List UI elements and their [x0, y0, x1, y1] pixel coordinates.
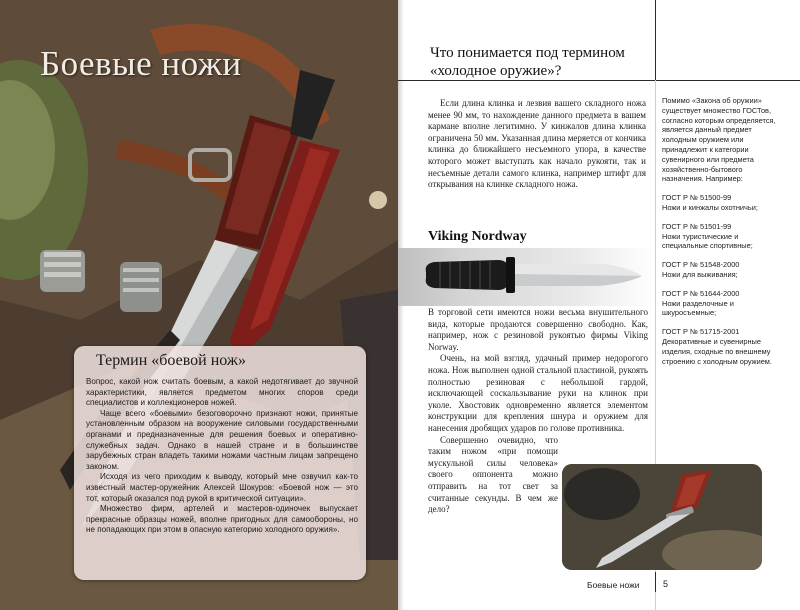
chapter-title: Боевые ножи	[40, 44, 242, 83]
gost-desc: Ножи туристические и специальные спортивные;	[662, 231, 753, 251]
viking-paragraph: В торговой сети имеются ножи весьма внушительного вида, которые продаются совершенно свободно. Как, например, нож с резиновой рукоятью фирмы Viking Norway.	[428, 307, 648, 352]
footer-divider	[655, 572, 656, 592]
viking-paragraph: Очень, на мой взгляд, удачный пример недорогого ножа. Нож выполнен одной стальной пластиной, рукоять полностью резиновая с небольшой гардой, исключающей соскальзывание руки на клинок при уколе. Хвостовик одновременно является элементом конструкции для крепления шнура и оружием для нанесения дробящих ударов по голове противника.	[428, 353, 648, 433]
gost-item	[662, 222, 784, 251]
sidebar-title: Термин «боевой нож»	[96, 352, 246, 369]
running-footer: Боевые ножи	[587, 580, 640, 590]
subsection-heading: Viking Nordway	[428, 229, 527, 244]
gost-code: ГОСТ Р № 51715-2001	[662, 327, 740, 337]
gost-code: ГОСТ Р № 51500-99	[662, 193, 732, 203]
sidebar-paragraph: Чаще всего «боевыми» безоговорочно признают ножи, принятые установленным образом на вооружение силовыми государственными органами и предназначенные для решения боевых и оперативно-служебных задач. Однако в нашей стране и в большинстве зарубежных стран владеть такими ножами частным лицам запрещено законом.	[86, 408, 358, 471]
gost-code: ГОСТ Р № 51644-2000	[662, 288, 740, 298]
intro-paragraph: Если длина клинка и лезвия вашего складного ножа менее 90 мм, то нахождение данного предмета в вашем кармане вполне легитимно. У кинжалов длина клинка ограничена 50 мм. Указанная длина меряется от кончика клинка до ближайшего несъемного упора, в качестве которого может выступать как начало рукояти, так и несъемные детали самого клинка, например штифт для открывания на клинке складного ножа.	[428, 98, 646, 190]
gost-code: ГОСТ Р № 51548-2000	[662, 260, 740, 270]
knife-photo-2	[562, 464, 762, 570]
section-heading: Что понимается под термином «холодное оружие»?	[430, 45, 625, 79]
left-page-photo	[0, 0, 398, 610]
gost-item	[662, 193, 784, 213]
gost-item	[662, 289, 784, 318]
divider-horizontal	[398, 80, 800, 81]
sidebar-paragraph: Вопрос, какой нож считать боевым, а какой недотягивает до звучной характеристики, является предметом многих споров среди специалистов и коллекционеров ножей.	[86, 377, 358, 408]
viking-knife-image	[420, 252, 646, 304]
gost-intro: Помимо «Закона об оружии» существует множество ГОСТов, согласно которым определяется, является данный предмет холодным оружием или принадлежит к категории сувенирного или предмета хозяйственно-бытового назначения. Например:	[662, 96, 776, 184]
sidebar-paragraph: Исходя из чего приходим к выводу, который мне озвучил как-то известный мастер-оружейник Алексей Шокуров: «Боевой нож — это тот, который оказался под рукой в критической ситуации».	[86, 472, 358, 503]
gost-desc: Ножи разделочные и шкуросъемные;	[662, 298, 734, 318]
combat-knife-image	[562, 464, 762, 570]
gost-item	[662, 327, 784, 366]
sidebar-text	[86, 377, 358, 536]
gost-item	[662, 260, 784, 280]
gost-desc: Ножи для выживания;	[662, 269, 738, 279]
gost-code: ГОСТ Р № 51501-99	[662, 221, 732, 231]
sidebar-paragraph: Множество фирм, артелей и мастеров-одиночек выпускает прекрасные образцы ножей, вполне пригодных для самообороны, но не попадающих при этом в опасную категорию холодного оружия».	[86, 504, 358, 535]
gost-desc: Декоративные и сувенирные изделия, сходные по внешнему строению с холодным оружием.	[662, 336, 772, 366]
gost-desc: Ножи и кинжалы охотничьи;	[662, 202, 758, 212]
viking-paragraph-narrow: Совершенно очевидно, что таким ножом «при помощи мускульной силы человека» своего оппонента можно отправить на тот свет за считанные секунды. В чем же дело?	[428, 434, 558, 515]
page-number: 5	[663, 579, 669, 589]
divider-vertical	[655, 0, 656, 92]
gost-column	[662, 96, 784, 375]
